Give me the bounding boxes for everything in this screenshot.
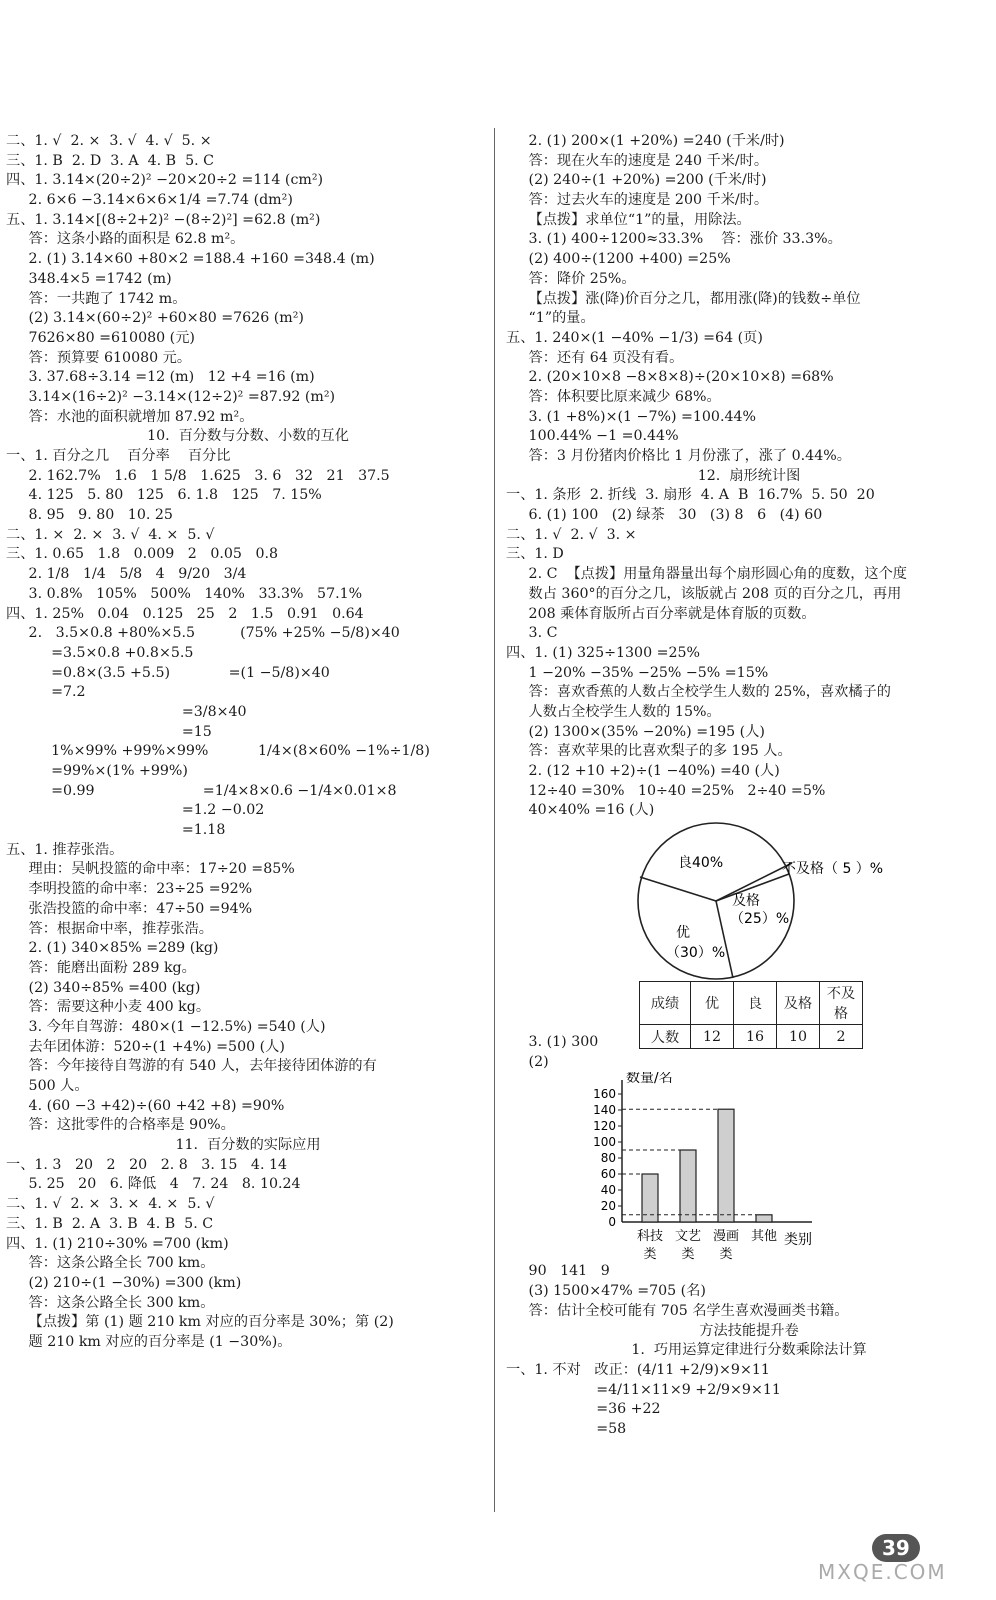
- left-text-line: 二、1. × 2. × 3. √ 4. × 5. √: [6, 526, 215, 543]
- table-cell: 不及格: [820, 982, 863, 1025]
- left-text-line: 答：这条小路的面积是 62.8 m²。: [6, 231, 245, 248]
- pie-slice-divider-4: [640, 877, 716, 901]
- right-text-line: 【点拨】涨(降)价百分之几，都用涨(降)的钱数÷单位: [506, 290, 861, 307]
- right-text-line: 答：降价 25%。: [506, 270, 636, 287]
- right-text-line: 数占 360°的百分之几，该版就占 208 页的百分之几，再用: [506, 585, 902, 602]
- y-origin-label: 0: [608, 1215, 616, 1230]
- right-text-line: =4/11×11×9 +2/9×9×11: [506, 1381, 781, 1398]
- y-tick-label: 80: [600, 1151, 616, 1166]
- left-column: [6, 132, 490, 1353]
- left-text-line: 3.14×(16÷2)² −3.14×(12÷2)² =87.92 (m²): [6, 388, 336, 405]
- left-text-line: =1.2 −0.02: [6, 802, 265, 819]
- right-text-line: 3. C: [506, 625, 558, 642]
- left-text-line: (2) 340÷85% =400 (kg): [6, 979, 201, 996]
- right-text-line: 人数占全校学生人数的 15%。: [506, 703, 721, 720]
- left-text-line: 答：水池的面积就增加 87.92 m²。: [6, 408, 254, 425]
- right-text-line: 12. 扇形统计图: [697, 467, 801, 484]
- left-text-line: 4. (60 −3 +42)÷(60 +42 +8) =90%: [6, 1097, 285, 1114]
- x-tick-label: 科技: [636, 1229, 664, 1245]
- left-text-line: 3. 0.8% 105% 500% 140% 33.3% 57.1%: [6, 585, 363, 602]
- table-cell: 成绩: [640, 982, 691, 1025]
- left-text-line: 8. 95 9. 80 10. 25: [6, 507, 173, 524]
- right-text-line: 答：现在火车的速度是 240 千米/时。: [506, 152, 769, 169]
- left-text-line: 4. 125 5. 80 125 6. 1.8 125 7. 15%: [6, 487, 322, 504]
- left-text-line: 去年团体游：520÷(1 +4%) =500 (人): [6, 1038, 285, 1055]
- right-text-line: 3. (1) 300: [506, 1034, 599, 1051]
- left-text-line: 答：一共跑了 1742 m。: [6, 290, 187, 307]
- left-text-line: 2. 6×6 −3.14×6×6×1/4 =7.74 (dm²): [6, 192, 293, 209]
- pie-chart: [506, 821, 992, 981]
- x-axis-label: 类别: [784, 1232, 812, 1249]
- right-text-line: 90 141 9: [506, 1263, 610, 1280]
- right-text-line: 100.44% −1 =0.44%: [506, 428, 679, 445]
- left-text-line: (2) 210÷(1 −30%) =300 (km): [6, 1274, 242, 1291]
- right-text-line: (2) 240÷(1 +20%) =200 (千米/时): [506, 172, 767, 189]
- left-text-line: 答：根据命中率，推荐张浩。: [6, 920, 213, 937]
- table-cell: 2: [820, 1025, 863, 1049]
- bar-chart-container: [506, 1072, 992, 1262]
- right-text-line: 三、1. D: [506, 546, 564, 563]
- left-text-line: 五、1. 推荐张浩。: [6, 841, 124, 858]
- left-text-line: 7626×80 =610080 (元): [6, 329, 195, 346]
- left-text-line: 2. 162.7% 1.6 1 5/8 1.625 3. 6 32 21 37.5: [6, 467, 390, 484]
- y-axis-label: 数量/名: [626, 1072, 673, 1087]
- table-cell: 10: [777, 1025, 820, 1049]
- pie-label-pass: 及格: [732, 893, 760, 910]
- right-text-line: 2. C 【点拨】用量角器量出每个扇形圆心角的度数，这个度: [506, 566, 907, 583]
- bar-2: [718, 1110, 734, 1223]
- left-text-line: 四、1. 3.14×(20÷2)² −20×20÷2 =114 (cm²): [6, 172, 324, 189]
- left-text-line: =1.18: [6, 822, 226, 839]
- left-text-line: 题 210 km 对应的百分率是 (1 −30%)。: [6, 1333, 292, 1350]
- left-text-line: 二、1. √ 2. × 3. × 4. × 5. √: [6, 1196, 215, 1213]
- right-column-text-bottom: [506, 1262, 992, 1439]
- left-text-line: =0.99 =1/4×8×0.6 −1/4×0.01×8: [6, 782, 397, 799]
- right-text-line: 答：过去火车的速度是 200 千米/时。: [506, 192, 769, 209]
- left-text-line: =99%×(1% +99%): [6, 763, 188, 779]
- left-text-line: =15: [6, 723, 212, 740]
- right-text-line: (2) 400÷(1200 +400) =25%: [506, 251, 731, 268]
- right-text-line: 12÷40 =30% 10÷40 =25% 2÷40 =5%: [506, 782, 826, 799]
- right-text-line: 3. (1) 400÷1200≈33.3% 答：涨价 33.3%。: [506, 231, 842, 248]
- right-text-line: 2. (20×10×8 −8×8×8)÷(20×10×8) =68%: [506, 369, 834, 386]
- right-text-line: 答：估计全校可能有 705 名学生喜欢漫画类书籍。: [506, 1302, 849, 1319]
- left-text-line: 理由：吴帆投篮的命中率：17÷20 =85%: [6, 861, 295, 878]
- left-text-line: 四、1. 25% 0.04 0.125 25 2 1.5 0.91 0.64: [6, 605, 364, 622]
- table-cell: 人数: [640, 1025, 691, 1049]
- left-text-line: 答：预算要 610080 元。: [6, 349, 192, 366]
- watermark: MXQE.COM: [818, 1560, 947, 1584]
- x-tick-label-line2: 类: [719, 1247, 733, 1263]
- left-text-line: =0.8×(3.5 +5.5) =(1 −5/8)×40: [6, 664, 330, 681]
- x-tick-label: 其他: [750, 1229, 778, 1245]
- right-text-line: “1”的量。: [506, 310, 595, 327]
- right-text-line: 1. 巧用运算定律进行分数乘除法计算: [631, 1342, 867, 1359]
- right-text-line: 答：喜欢香蕉的人数占全校学生人数的 25%，喜欢橘子的: [506, 684, 891, 701]
- right-text-line: 6. (1) 100 (2) 绿茶 30 (3) 8 6 (4) 60: [506, 507, 823, 524]
- right-column-text-top: [506, 132, 992, 821]
- left-text-line: 348.4×5 =1742 (m): [6, 270, 172, 287]
- right-text-line: 答：喜欢苹果的比喜欢梨子的多 195 人。: [506, 743, 792, 760]
- pie-chart-container: [506, 821, 992, 981]
- pie-label-excellent-percent: （30）%: [666, 945, 726, 962]
- left-text-line: (2) 3.14×(60÷2)² +60×80 =7626 (m²): [6, 310, 304, 327]
- right-text-line: 一、1. 不对 改正：(4/11 +2/9)×9×11: [506, 1361, 770, 1378]
- right-text-line: (3) 1500×47% =705 (名): [506, 1283, 706, 1300]
- left-text-line: 5. 25 20 6. 降低 4 7. 24 8. 10.24: [6, 1176, 301, 1193]
- right-text-line: 方法技能提升卷: [699, 1322, 799, 1339]
- left-text-line: 答：这条公路全长 700 km。: [6, 1255, 215, 1272]
- bar-1: [680, 1150, 696, 1222]
- left-text-line: 一、1. 百分之几 百分率 百分比: [6, 448, 231, 464]
- left-text-line: 10. 百分数与分数、小数的互化: [147, 428, 349, 445]
- left-text-line: 李明投篮的命中率：23÷25 =92%: [6, 881, 253, 898]
- pie-label-fail: 不及格（ 5 ）%: [782, 861, 884, 878]
- y-tick-label: 20: [600, 1199, 616, 1214]
- left-text-line: 三、1. B 2. D 3. A 4. B 5. C: [6, 152, 215, 169]
- x-tick-label: 文艺: [674, 1229, 702, 1245]
- y-tick-label: 40: [600, 1183, 616, 1198]
- table-cell: 12: [691, 1025, 734, 1049]
- y-tick-label: 60: [600, 1167, 616, 1182]
- left-text-line: 500 人。: [6, 1078, 89, 1094]
- column-divider: [494, 128, 495, 1512]
- right-text-line: 五、1. 240×(1 −40% −1/3) =64 (页): [506, 329, 763, 346]
- left-text-line: 三、1. 0.65 1.8 0.009 2 0.05 0.8: [6, 546, 279, 563]
- left-text-line: 2. (1) 3.14×60 +80×2 =188.4 +160 =348.4 (m): [6, 251, 375, 268]
- left-text-line: 3. 今年自驾游：480×(1 −12.5%) =540 (人): [6, 1018, 326, 1035]
- x-tick-label-line2: 类: [643, 1247, 657, 1263]
- y-tick-label: 100: [593, 1135, 616, 1150]
- right-text-line: 一、1. 条形 2. 折线 3. 扇形 4. A B 16.7% 5. 50 20: [506, 487, 875, 504]
- left-text-line: 二、1. √ 2. × 3. √ 4. √ 5. ×: [6, 133, 212, 149]
- left-text-line: 【点拨】第 (1) 题 210 km 对应的百分率是 30%；第 (2): [6, 1314, 394, 1331]
- page-number: 39: [872, 1534, 920, 1562]
- left-text-line: 答：今年接待自驾游的有 540 人，去年接待团体游的有: [6, 1058, 377, 1075]
- left-text-line: 答：能磨出面粉 289 kg。: [6, 959, 196, 976]
- x-tick-label: 漫画: [712, 1229, 740, 1245]
- left-text-line: 11. 百分数的实际应用: [175, 1137, 321, 1154]
- left-text-line: 2. (1) 340×85% =289 (kg): [6, 940, 219, 957]
- left-text-line: =3.5×0.8 +0.8×5.5: [6, 644, 194, 661]
- right-text-line: 四、1. (1) 325÷1300 =25%: [506, 644, 701, 661]
- left-text-line: 四、1. (1) 210÷30% =700 (km): [6, 1235, 229, 1252]
- left-text-line: 1%×99% +99%×99% 1/4×(8×60% −1%÷1/8): [6, 743, 430, 760]
- left-text-line: 三、1. B 2. A 3. B 4. B 5. C: [6, 1215, 214, 1232]
- y-tick-label: 160: [593, 1087, 616, 1102]
- y-tick-label: 140: [593, 1103, 616, 1118]
- right-text-line: (2) 1300×(35% −20%) =195 (人): [506, 723, 765, 740]
- right-text-line: 40×40% =16 (人): [506, 802, 655, 819]
- right-text-line: 二、1. √ 2. √ 3. ×: [506, 526, 637, 543]
- table-cell: 良: [734, 982, 777, 1025]
- pie-label-excellent: 优: [676, 925, 690, 942]
- left-text-line: 2. 1/8 1/4 5/8 4 9/20 3/4: [6, 566, 247, 583]
- pie-label-pass-percent: （25）%: [730, 911, 790, 928]
- left-text-line: 一、1. 3 20 2 20 2. 8 3. 15 4. 14: [6, 1156, 288, 1173]
- pie-label-good: 良40%: [678, 855, 724, 872]
- right-text-line: 答：还有 64 页没有看。: [506, 349, 684, 366]
- table-cell: 16: [734, 1025, 777, 1049]
- left-text-line: 答：这批零件的合格率是 90%。: [6, 1117, 235, 1134]
- left-text-line: 答：需要这种小麦 400 kg。: [6, 999, 211, 1016]
- right-text-line: 【点拨】求单位“1”的量，用除法。: [506, 211, 751, 228]
- left-text-line: 答：这条公路全长 300 km。: [6, 1294, 215, 1311]
- right-column: [506, 132, 992, 1440]
- bar-chart: [506, 1072, 992, 1262]
- bar-3: [756, 1215, 772, 1222]
- right-text-line: =36 +22: [506, 1401, 661, 1418]
- left-text-line: =3/8×40: [6, 703, 247, 720]
- left-text-line: 五、1. 3.14×[(8÷2+2)² −(8÷2)²] =62.8 (m²): [6, 211, 321, 228]
- table-cell: 优: [691, 982, 734, 1025]
- right-text-line: =58: [506, 1420, 627, 1437]
- table-header-row: [640, 982, 863, 1025]
- right-text-line: 208 乘体育版所占百分率就是体育版的页数。: [506, 605, 816, 622]
- right-text-line: 3. (1 +8%)×(1 −7%) =100.44%: [506, 408, 757, 425]
- right-text-line: 答：体积要比原来减少 68%。: [506, 388, 721, 405]
- x-tick-label-line2: 类: [681, 1247, 695, 1263]
- table-cell: 及格: [777, 982, 820, 1025]
- right-text-line: 2. (1) 200×(1 +20%) =240 (千米/时): [506, 133, 785, 149]
- left-text-line: 张浩投篮的命中率：47÷50 =94%: [6, 900, 253, 917]
- right-text-line: 答：3 月份猪肉价格比 1 月份涨了，涨了 0.44%。: [506, 448, 851, 464]
- y-tick-label: 120: [593, 1119, 616, 1134]
- right-text-line: 2. (12 +10 +2)÷(1 −40%) =40 (人): [506, 763, 780, 779]
- right-text-line: (2): [506, 1053, 549, 1070]
- right-text-line: 1 −20% −35% −25% −5% =15%: [506, 664, 769, 681]
- left-text-line: 2. 3.5×0.8 +80%×5.5 (75% +25% −5/8)×40: [6, 625, 400, 642]
- left-text-line: 3. 37.68÷3.14 =12 (m) 12 +4 =16 (m): [6, 369, 315, 386]
- left-text-line: =7.2: [6, 684, 86, 701]
